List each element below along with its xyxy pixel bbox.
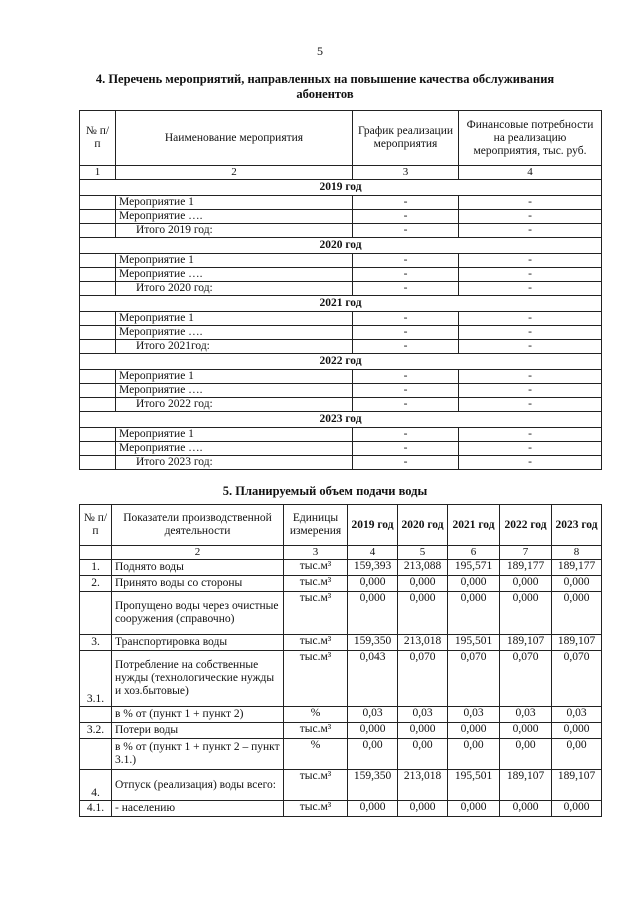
activity-num [80,282,116,296]
value-cell: 159,350 [348,635,398,651]
value-cell: 159,350 [348,770,398,801]
section-5-title: 5. Планируемый объем подачи воды [222,484,428,498]
value-cell: 0,000 [398,801,448,817]
activity-name: Мероприятие 1 [116,312,353,326]
value-cell: 0,03 [398,707,448,723]
activity-num [80,210,116,224]
activity-num [80,456,116,470]
value-cell: 0,000 [500,576,552,592]
row-number: 3.1. [80,651,112,707]
header-year: 2023 год [552,505,602,546]
value-cell: 195,571 [448,560,500,576]
activity-num [80,196,116,210]
value-cell: 0,070 [552,651,602,707]
value-cell: 0,000 [552,576,602,592]
activity-schedule: - [353,428,459,442]
activity-num [80,312,116,326]
activity-schedule: - [353,398,459,412]
year-row [80,354,602,370]
water-table-row [80,635,602,651]
column-number: 2 [112,546,284,560]
value-cell: 0,000 [398,576,448,592]
value-cell: 0,03 [348,707,398,723]
activity-row [80,254,602,268]
activity-schedule: - [353,312,459,326]
activity-total-label: Итого 2022 год: [116,398,353,412]
indicator-label: Потребление на собственные нужды (технологические нужды и хоз.бытовые) [112,651,284,707]
activity-num [80,428,116,442]
activity-row [80,384,602,398]
activity-num [80,268,116,282]
activity-name: Мероприятие …. [116,384,353,398]
year-label: 2019 год [80,180,602,196]
year-row [80,296,602,312]
activity-name: Мероприятие …. [116,268,353,282]
value-cell: 213,018 [398,770,448,801]
value-cell: 189,177 [552,560,602,576]
activity-finance: - [459,370,602,384]
year-row [80,412,602,428]
column-number: 4 [348,546,398,560]
activity-name: Мероприятие 1 [116,370,353,384]
indicator-label: Транспортировка воды [112,635,284,651]
value-cell: 0,000 [552,592,602,635]
activity-finance: - [459,224,602,238]
year-row [80,238,602,254]
water-table-row [80,576,602,592]
unit-cell: % [284,739,348,770]
water-table-header [80,505,602,546]
value-cell: 0,00 [398,739,448,770]
activity-total-label: Итого 2019 год: [116,224,353,238]
year-label: 2021 год [80,296,602,312]
value-cell: 0,043 [348,651,398,707]
unit-cell: тыс.м³ [284,576,348,592]
water-table-row [80,770,602,801]
value-cell: 0,000 [500,592,552,635]
activity-finance: - [459,456,602,470]
year-label: 2023 год [80,412,602,428]
value-cell: 0,000 [348,723,398,739]
activity-finance: - [459,196,602,210]
activity-row [80,282,602,296]
indicator-label: Потери воды [112,723,284,739]
value-cell: 189,177 [500,560,552,576]
value-cell: 189,107 [552,635,602,651]
value-cell: 0,070 [448,651,500,707]
activity-name: Мероприятие …. [116,442,353,456]
value-cell: 0,000 [348,592,398,635]
activity-finance: - [459,268,602,282]
row-number: 3. [80,635,112,651]
activities-table [79,110,602,470]
value-cell: 195,501 [448,635,500,651]
unit-cell: тыс.м³ [284,560,348,576]
unit-cell: тыс.м³ [284,651,348,707]
activity-row [80,326,602,340]
value-cell: 189,107 [500,770,552,801]
water-table-row [80,651,602,707]
value-cell: 189,107 [552,770,602,801]
activity-name: Мероприятие 1 [116,254,353,268]
column-number: 8 [552,546,602,560]
activity-num [80,224,116,238]
value-cell: 159,393 [348,560,398,576]
activity-row [80,340,602,354]
page-number: 5 [317,44,323,58]
value-cell: 0,03 [448,707,500,723]
value-cell: 0,000 [500,723,552,739]
indicator-label: Принято воды со стороны [112,576,284,592]
header-finance: Финансовые потребности на реализацию мероприятия, тыс. руб. [459,111,602,166]
header-year: 2022 год [500,505,552,546]
value-cell: 0,00 [500,739,552,770]
header-schedule: График реализации мероприятия [353,111,459,166]
water-table-row [80,801,602,817]
value-cell: 0,000 [398,592,448,635]
unit-cell: тыс.м³ [284,770,348,801]
value-cell: 213,018 [398,635,448,651]
unit-cell: тыс.м³ [284,801,348,817]
column-number: 4 [459,166,602,180]
header-name: Наименование мероприятия [116,111,353,166]
activity-num [80,442,116,456]
value-cell: 0,000 [448,576,500,592]
header-num: № п/п [80,111,116,166]
value-cell: 189,107 [500,635,552,651]
header-indicators: Показатели производственной деятельности [112,505,284,546]
activity-name: Мероприятие 1 [116,196,353,210]
activity-row [80,428,602,442]
activity-finance: - [459,442,602,456]
year-row [80,180,602,196]
header-num: № п/п [80,505,112,546]
activity-name: Мероприятие 1 [116,428,353,442]
activity-schedule: - [353,282,459,296]
activity-num [80,370,116,384]
activity-schedule: - [353,340,459,354]
indicator-label: Отпуск (реализация) воды всего: [112,770,284,801]
column-number: 3 [284,546,348,560]
value-cell: 0,000 [448,801,500,817]
value-cell: 0,000 [552,723,602,739]
activity-finance: - [459,312,602,326]
value-cell: 0,070 [500,651,552,707]
value-cell: 0,000 [398,723,448,739]
activity-num [80,384,116,398]
value-cell: 0,000 [348,576,398,592]
activity-schedule: - [353,196,459,210]
activity-row [80,370,602,384]
activity-finance: - [459,340,602,354]
column-number: 1 [80,166,116,180]
row-number [80,592,112,635]
unit-cell: тыс.м³ [284,723,348,739]
indicator-label: в % от (пункт 1 + пункт 2 – пункт 3.1.) [112,739,284,770]
header-year: 2021 год [448,505,500,546]
row-number: 4. [80,770,112,801]
water-table-row [80,560,602,576]
column-numbers-row [80,166,602,180]
unit-cell: тыс.м³ [284,635,348,651]
water-table-row [80,707,602,723]
activity-schedule: - [353,268,459,282]
value-cell: 0,000 [448,592,500,635]
activity-finance: - [459,384,602,398]
activity-name: Мероприятие …. [116,326,353,340]
activity-row [80,224,602,238]
column-numbers-row [80,546,602,560]
value-cell: 0,000 [348,801,398,817]
column-number: 3 [353,166,459,180]
indicator-label: Поднято воды [112,560,284,576]
activity-num [80,398,116,412]
water-table-row [80,592,602,635]
activity-row [80,196,602,210]
indicator-label: в % от (пункт 1 + пункт 2) [112,707,284,723]
value-cell: 0,000 [500,801,552,817]
row-number: 2. [80,576,112,592]
column-number: 5 [398,546,448,560]
value-cell: 0,000 [448,723,500,739]
year-label: 2022 год [80,354,602,370]
activity-schedule: - [353,326,459,340]
value-cell: 213,088 [398,560,448,576]
activity-total-label: Итого 2020 год: [116,282,353,296]
column-number: 2 [116,166,353,180]
activity-schedule: - [353,442,459,456]
activity-finance: - [459,210,602,224]
row-number: 3.2. [80,723,112,739]
activity-row [80,398,602,412]
header-units: Единицы измерения [284,505,348,546]
value-cell: 0,070 [398,651,448,707]
column-number: 7 [500,546,552,560]
header-year: 2020 год [398,505,448,546]
activity-schedule: - [353,370,459,384]
activity-row [80,210,602,224]
value-cell: 0,00 [448,739,500,770]
value-cell: 0,000 [552,801,602,817]
activity-schedule: - [353,224,459,238]
activities-table-header [80,111,602,166]
activity-num [80,326,116,340]
activity-finance: - [459,326,602,340]
value-cell: 195,501 [448,770,500,801]
value-cell: 0,03 [552,707,602,723]
water-table-row [80,723,602,739]
section-4-title: 4. Перечень мероприятий, направленных на повышение качества обслуживания абонентов [95,72,555,101]
indicator-label: - населению [112,801,284,817]
activity-schedule: - [353,210,459,224]
activity-finance: - [459,428,602,442]
value-cell: 0,03 [500,707,552,723]
activity-name: Мероприятие …. [116,210,353,224]
activity-finance: - [459,398,602,412]
row-number [80,707,112,723]
activity-finance: - [459,254,602,268]
value-cell: 0,00 [552,739,602,770]
row-number: 1. [80,560,112,576]
value-cell: 0,00 [348,739,398,770]
column-number [80,546,112,560]
activity-finance: - [459,282,602,296]
activity-row [80,312,602,326]
activity-num [80,340,116,354]
year-label: 2020 год [80,238,602,254]
unit-cell: тыс.м³ [284,592,348,635]
row-number: 4.1. [80,801,112,817]
column-number: 6 [448,546,500,560]
activity-total-label: Итого 2021год: [116,340,353,354]
indicator-label: Пропущено воды через очистные сооружения (справочно) [112,592,284,635]
unit-cell: % [284,707,348,723]
water-table-row [80,739,602,770]
water-supply-table [79,504,602,817]
activity-schedule: - [353,254,459,268]
activity-schedule: - [353,384,459,398]
activity-row [80,268,602,282]
row-number [80,739,112,770]
activity-row [80,456,602,470]
header-year: 2019 год [348,505,398,546]
activity-row [80,442,602,456]
activity-num [80,254,116,268]
activity-total-label: Итого 2023 год: [116,456,353,470]
activity-schedule: - [353,456,459,470]
